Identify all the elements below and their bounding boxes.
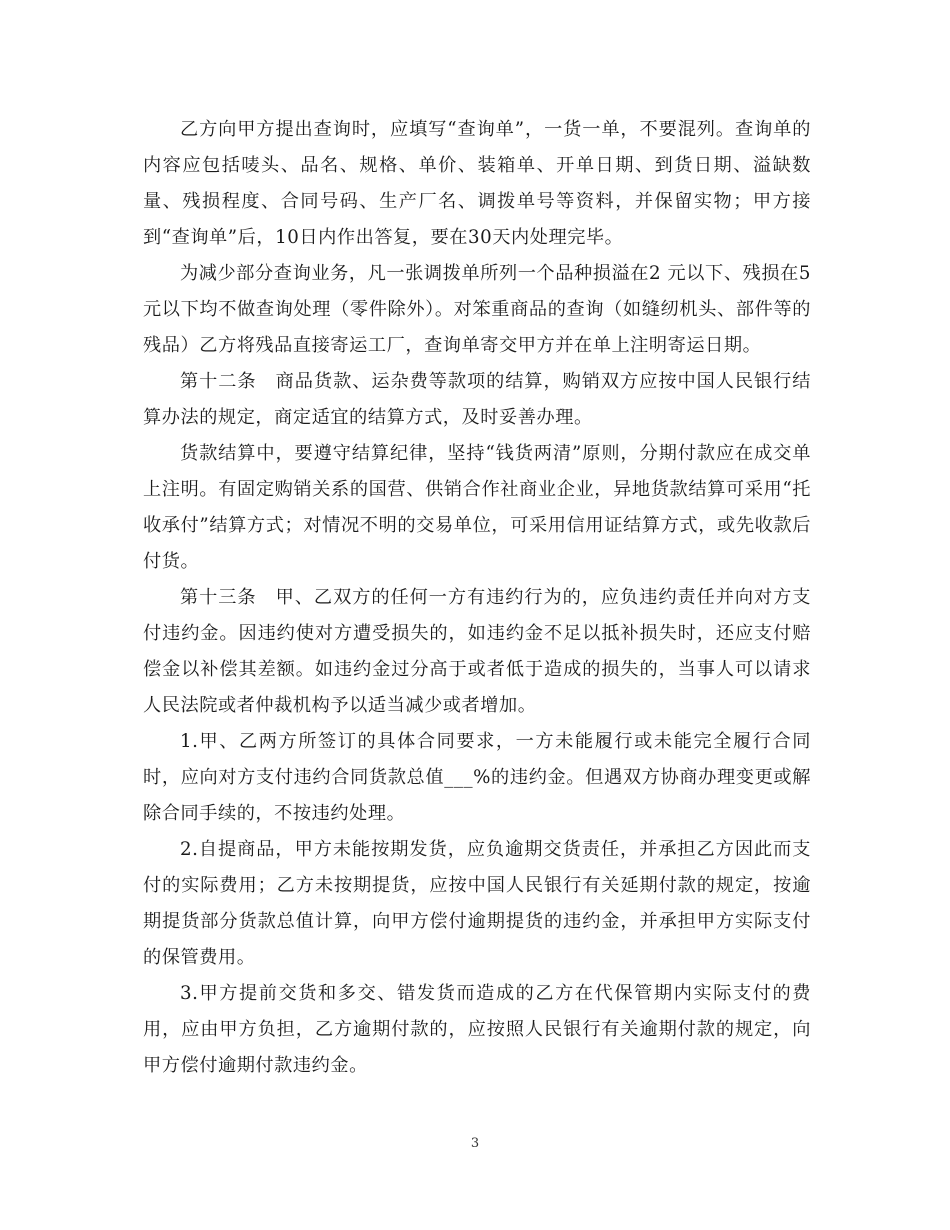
paragraph-clause-2: 2.自提商品，甲方未能按期发货，应负逾期交货责任，并承担乙方因此而支付的实际费用；乙方未按期提货，应按中国人民银行有关延期付款的规定，按逾期提货部分货款总值计算，向甲方偿付逾期提货的违约金，并承担甲方实际支付的保管费用。 — [143, 839, 811, 968]
paragraph-article-12: 第十二条 商品货款、运杂费等款项的结算，购销双方应按中国人民银行结算办法的规定，商定适宜的结算方式，及时妥善办理。 — [143, 371, 811, 428]
paragraph-clause-3: 3.甲方提前交货和多交、错发货而造成的乙方在代保管期内实际支付的费用，应由甲方负担，乙方逾期付款的，应按照人民银行有关逾期付款的规定，向甲方偿付逾期付款违约金。 — [143, 983, 811, 1076]
paragraph-clause-1: 1.甲、乙两方所签订的具体合同要求，一方未能履行或未能完全履行合同时，应向对方支付违约合同货款总值___%的违约金。但遇双方协商办理变更或解除合同手续的，不按违约处理。 — [143, 731, 811, 824]
page-number: 3 — [470, 1136, 480, 1151]
paragraph-inquiry-threshold: 为减少部分查询业务，凡一张调拨单所列一个品种损溢在2 元以下、残损在5 元以下均不做查询处理（零件除外）。对笨重商品的查询（如缝纫机头、部件等的残品）乙方将残品直接寄运工厂，查询单寄交甲方并在单上注明寄运日期。 — [143, 263, 811, 356]
paragraph-settlement-discipline: 货款结算中，要遵守结算纪律，坚持“钱货两清”原则，分期付款应在成交单上注明。有固定购销关系的国营、供销合作社商业企业，异地货款结算可采用“托收承付”结算方式；对情况不明的交易单位，可采用信用证结算方式，或先收款后付货。 — [143, 443, 811, 572]
paragraph-article-13: 第十三条 甲、乙双方的任何一方有违约行为的，应负违约责任并向对方支付违约金。因违约使对方遭受损失的，如违约金不足以抵补损失时，还应支付赔偿金以补偿其差额。如违约金过分高于或者低于造成的损失的，当事人可以请求人民法院或者仲裁机构予以适当减少或者增加。 — [143, 587, 811, 716]
paragraph-inquiry-form: 乙方向甲方提出查询时，应填写“查询单”，一货一单，不要混列。查询单的内容应包括唛头、品名、规格、单价、装箱单、开单日期、到货日期、溢缺数量、残损程度、合同号码、生产厂名、调拨单号等资料，并保留实物；甲方接到“查询单”后，10日内作出答复，要在30天内处理完毕。 — [143, 119, 811, 248]
document-body — [143, 112, 811, 1084]
